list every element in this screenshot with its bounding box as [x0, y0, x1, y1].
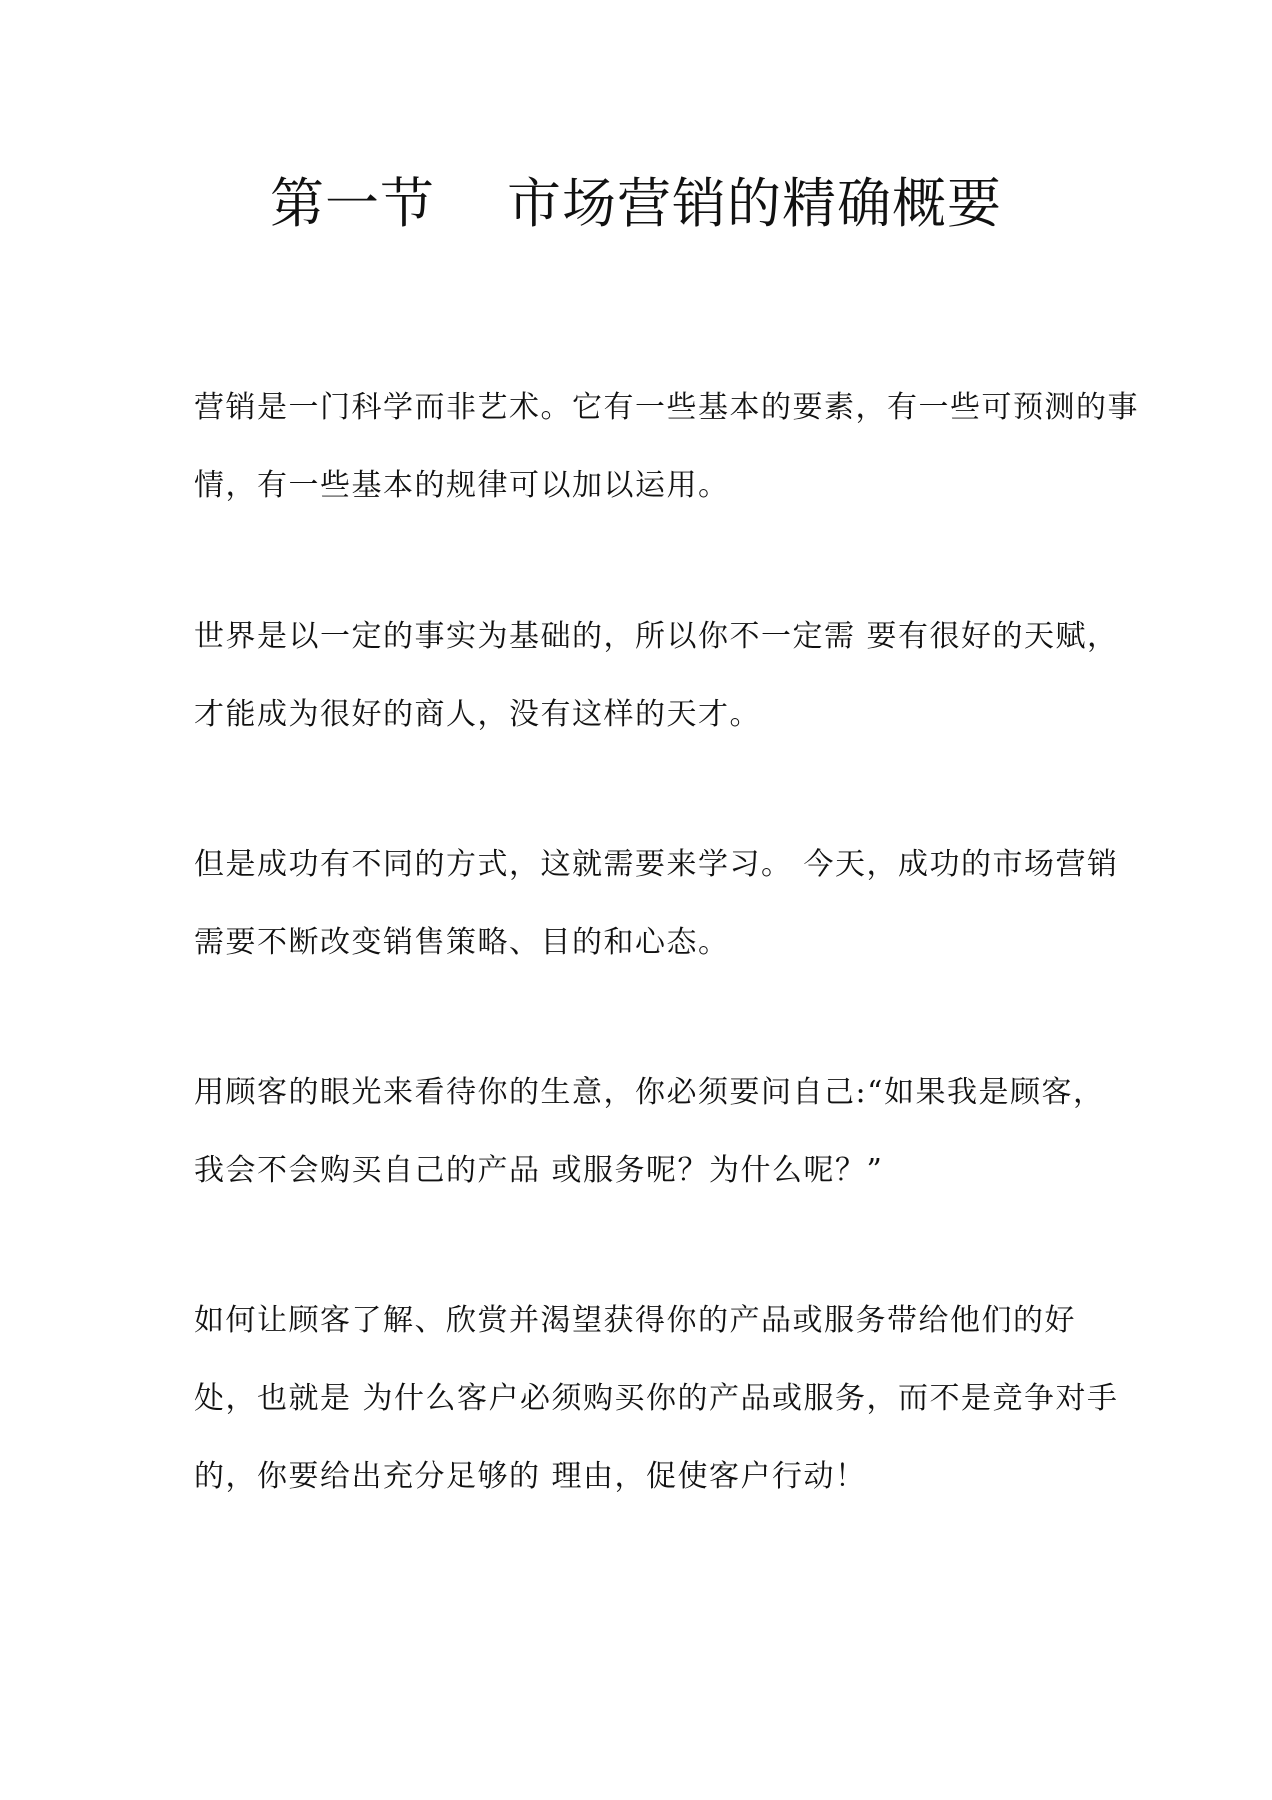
paragraph-line: 情，有一些基本的规律可以加以运用。 — [194, 468, 730, 503]
paragraph-line: 我会不会购买自己的产品 或服务呢？为什么呢？” — [194, 1153, 884, 1188]
paragraph-line: 如何让顾客了解、欣赏并渴望获得你的产品或服务带给他们的好 — [194, 1303, 1076, 1338]
section-heading: 市场营销的精确概要 — [507, 172, 1002, 235]
section-title — [0, 168, 1272, 240]
paragraph-line: 但是成功有不同的方式，这就需要来学习。 今天，成功的市场营销 — [194, 847, 1119, 882]
paragraph-line: 用顾客的眼光来看待你的生意，你必须要问自己:“如果我是顾客， — [194, 1075, 1105, 1110]
paragraph-line: 处，也就是 为什么客户必须购买你的产品或服务，而不是竞争对手 — [194, 1381, 1119, 1416]
paragraph-line: 需要不断改变销售策略、目的和心态。 — [194, 925, 730, 960]
paragraph-line: 才能成为很好的商人，没有这样的天才。 — [194, 697, 761, 732]
paragraph-3 — [194, 826, 1119, 982]
paragraph-line: 世界是以一定的事实为基础的，所以你不一定需 要有很好的天赋， — [194, 619, 1119, 654]
paragraph-line: 营销是一门科学而非艺术。它有一些基本的要素，有一些可预测的事 — [194, 390, 1139, 425]
paragraph-2 — [194, 598, 1119, 754]
paragraph-1 — [194, 369, 1139, 525]
paragraph-5 — [194, 1282, 1119, 1516]
paragraph-4 — [194, 1054, 1104, 1210]
paragraph-line: 的，你要给出充分足够的 理由，促使客户行动！ — [194, 1459, 867, 1494]
section-number: 第一节 — [270, 172, 435, 235]
